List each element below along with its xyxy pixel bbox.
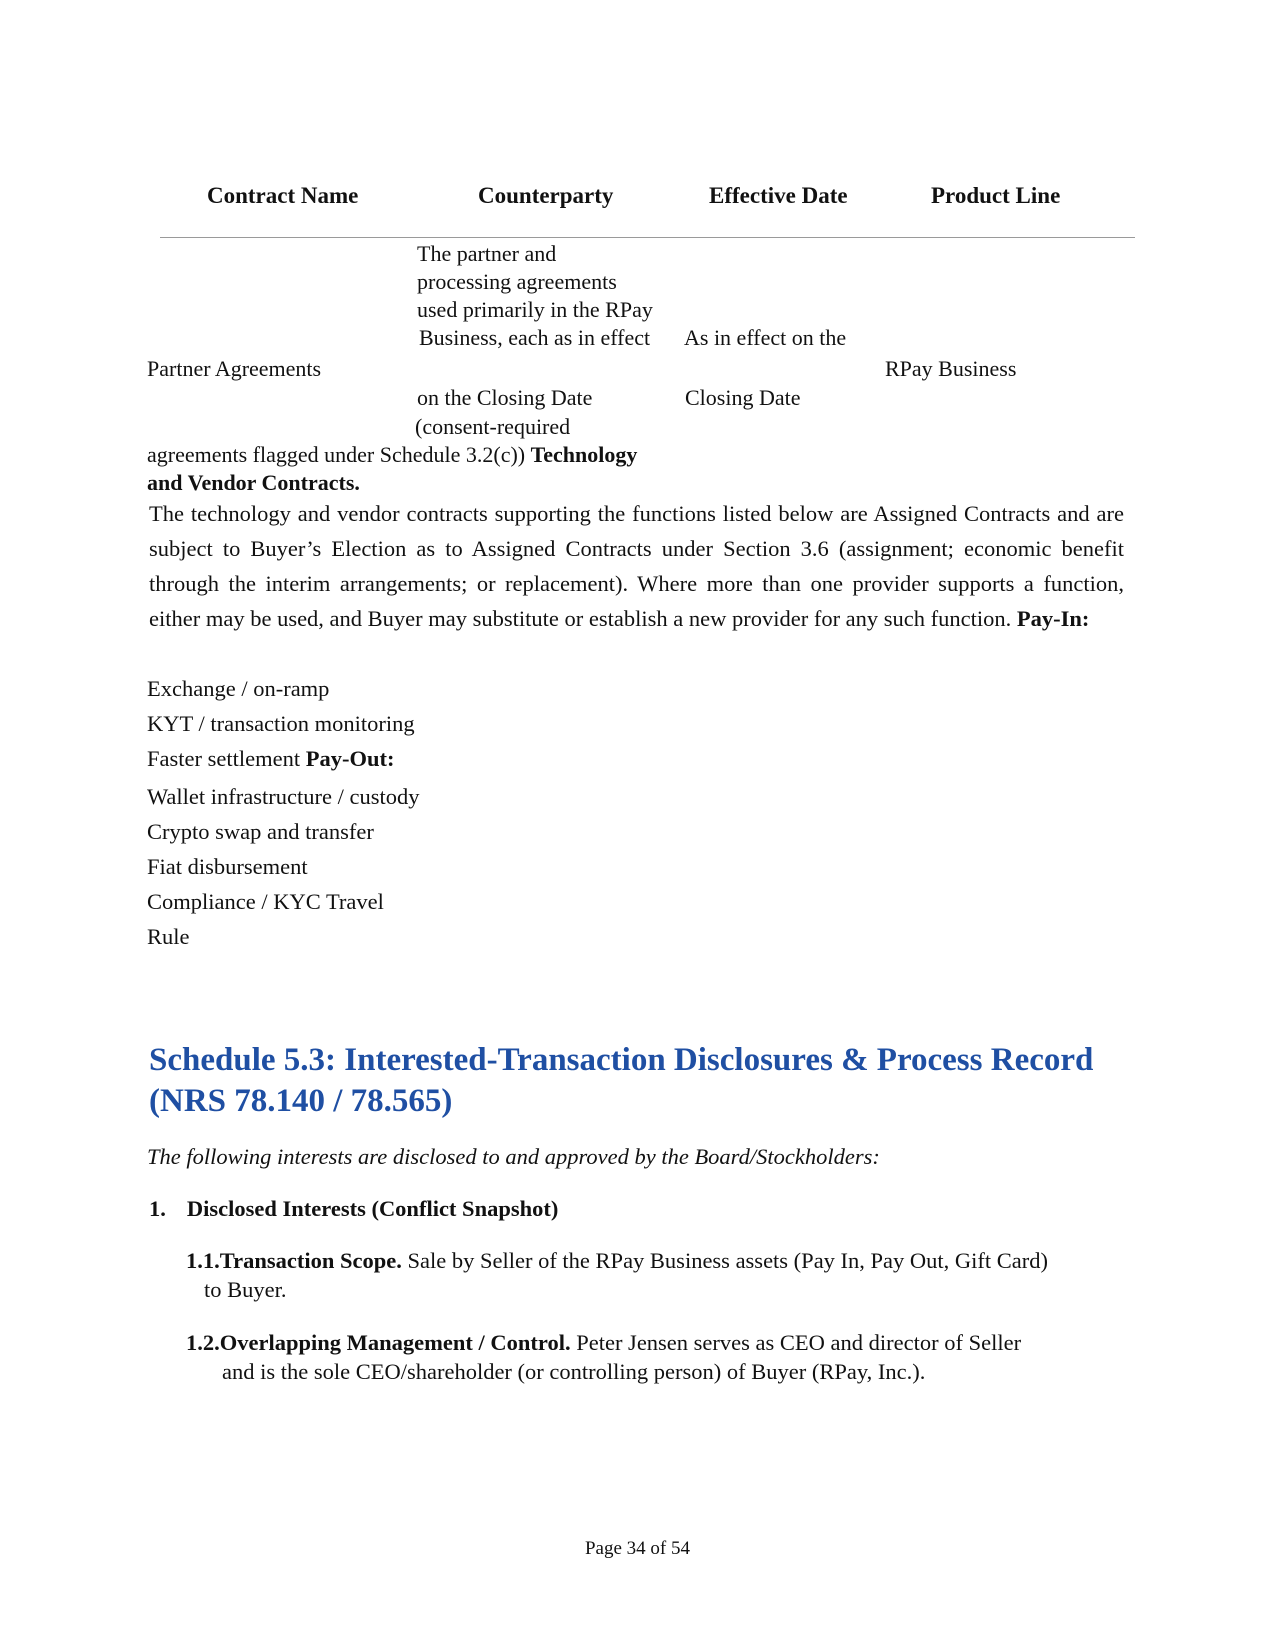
schedule-intro: The following interests are disclosed to and approved by the Board/Stockholders: xyxy=(147,1144,880,1169)
counterparty-line: The partner and xyxy=(417,241,557,266)
effective-date-line: Closing Date xyxy=(685,385,801,410)
faster-settlement-text: Faster settlement xyxy=(147,746,306,771)
product-line-cell: RPay Business xyxy=(885,356,1017,381)
tech-intro-line xyxy=(147,441,637,469)
list-item-1 xyxy=(149,1196,558,1222)
counterparty-line: Business, each as in effect xyxy=(419,325,651,350)
pay-in-item: Exchange / on-ramp xyxy=(147,676,330,701)
effective-date-line: As in effect on the xyxy=(684,325,847,350)
counterparty-line: used primarily in the RPay xyxy=(417,297,653,322)
pay-out-item: Crypto swap and transfer xyxy=(147,819,374,844)
sub-item-1-1 xyxy=(186,1248,1048,1274)
column-header-counterparty: Counterparty xyxy=(478,183,614,208)
page-number: Page 34 of 54 xyxy=(584,1538,690,1559)
sub-item-1-2 xyxy=(186,1330,1021,1356)
table-continuation-text: agreements flagged under Schedule 3.2(c)) xyxy=(147,442,531,467)
tech-heading-part1: Technology xyxy=(530,442,638,467)
pay-out-label: Pay-Out: xyxy=(305,746,395,771)
tech-vendor-body: The technology and vendor contracts supporting the functions listed below are Assigned Contracts and are subject to Buyer’s Election as to Assigned Contracts under Section 3.6 (assignment; economic benefit through the interim arrangements; or replacement). Where more than one provider supports a function, either may be used, and Buyer may substitute or establish a new provider for any such function. xyxy=(149,501,1124,631)
pay-out-item: Wallet infrastructure / custody xyxy=(147,784,420,809)
sub-item-number: 1.1. xyxy=(186,1248,220,1273)
table-header-rule xyxy=(160,237,1135,238)
column-header-effective-date: Effective Date xyxy=(709,183,848,208)
pay-in-label: Pay-In: xyxy=(1016,606,1090,631)
schedule-heading xyxy=(149,1040,1149,1122)
sub-item-text: Peter Jensen serves as CEO and director of Seller xyxy=(570,1330,1022,1355)
tech-heading-part2: and Vendor Contracts. xyxy=(147,470,360,495)
pay-out-item: Fiat disbursement xyxy=(147,854,308,879)
counterparty-line: (consent-required xyxy=(415,414,571,439)
column-header-contract-name: Contract Name xyxy=(207,183,359,208)
item-title: Disclosed Interests (Conflict Snapshot) xyxy=(186,1196,559,1221)
pay-in-item: KYT / transaction monitoring xyxy=(147,711,415,736)
counterparty-line: on the Closing Date xyxy=(417,385,593,410)
pay-out-item: Compliance / KYC Travel xyxy=(147,889,384,914)
tech-vendor-paragraph xyxy=(149,496,1124,636)
counterparty-line: processing agreements xyxy=(417,269,617,294)
sub-item-1-1-continuation: to Buyer. xyxy=(204,1277,287,1302)
pay-out-item-continuation: Rule xyxy=(147,924,190,949)
sub-item-title: Transaction Scope. xyxy=(219,1248,402,1273)
sub-item-title: Overlapping Management / Control. xyxy=(219,1330,571,1355)
sub-item-number: 1.2. xyxy=(186,1330,220,1355)
schedule-heading-line2: (NRS 78.140 / 78.565) xyxy=(149,1083,453,1119)
item-number: 1. xyxy=(149,1196,166,1221)
contract-name-cell: Partner Agreements xyxy=(147,356,322,381)
sub-item-1-2-continuation: and is the sole CEO/shareholder (or controlling person) of Buyer (RPay, Inc.). xyxy=(222,1359,926,1384)
sub-item-text: Sale by Seller of the RPay Business assets (Pay In, Pay Out, Gift Card) xyxy=(401,1248,1049,1273)
column-header-product-line: Product Line xyxy=(931,183,1061,208)
pay-in-item xyxy=(147,746,394,772)
schedule-heading-line1: Schedule 5.3: Interested-Transaction Disclosures & Process Record xyxy=(149,1042,1094,1078)
